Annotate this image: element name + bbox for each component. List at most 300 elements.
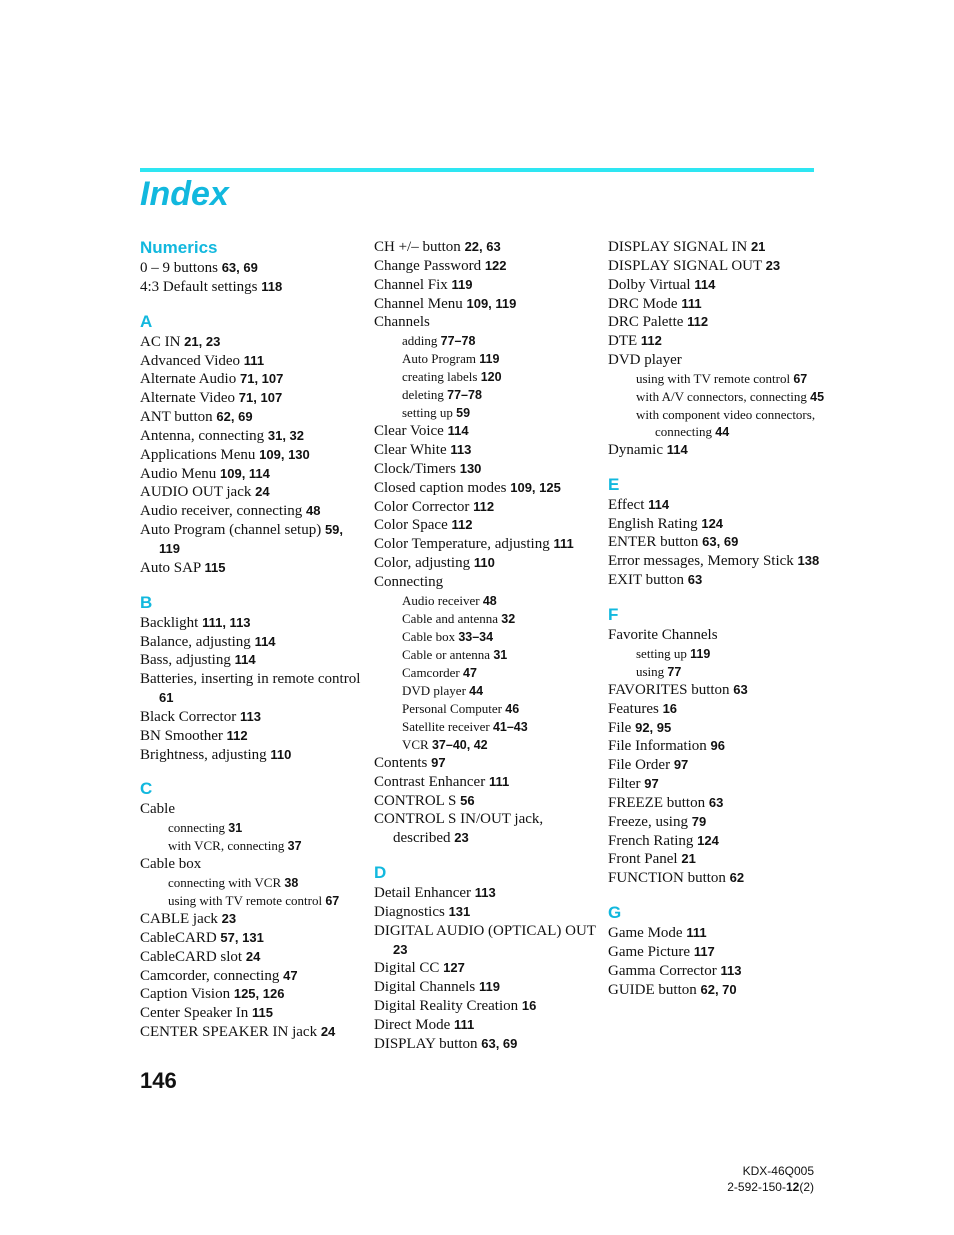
entry-page-refs: 111 <box>243 352 265 368</box>
section-heading: B <box>140 592 153 612</box>
index-entry <box>608 794 833 813</box>
entry-term: Black Corrector <box>140 708 240 725</box>
index-entry <box>140 670 365 708</box>
entry-term: CABLE jack <box>140 911 222 928</box>
index-entry <box>608 257 833 276</box>
entry-term: with VCR, connecting <box>168 838 288 854</box>
entry-page-refs: 110 <box>270 746 292 762</box>
entry-term: Clear White <box>374 442 451 459</box>
index-subentry <box>608 406 833 441</box>
index-subentry <box>374 350 599 368</box>
index-column-3 <box>608 238 833 999</box>
entry-term: Color Corrector <box>374 498 474 515</box>
index-subentry <box>374 592 599 610</box>
entry-term: Backlight <box>140 614 203 631</box>
entry-page-refs: 114 <box>234 652 256 668</box>
entry-term: DIGITAL AUDIO (OPTICAL) OUT <box>374 922 596 939</box>
entry-term: Balance, adjusting <box>140 633 255 650</box>
entry-page-refs: 112 <box>473 498 495 514</box>
entry-term: Center Speaker In <box>140 1005 253 1022</box>
entry-term: with component video connectors, connecting <box>636 406 816 439</box>
entry-page-refs: 44 <box>715 424 730 439</box>
entry-term: CableCARD <box>140 929 221 946</box>
entry-term: 4:3 Default settings <box>140 278 262 295</box>
index-entry <box>374 810 599 848</box>
entry-page-refs: 24 <box>255 484 270 500</box>
entry-term: BN Smoother <box>140 727 227 744</box>
entry-term: AC IN <box>140 333 185 350</box>
entry-page-refs: 112 <box>226 727 248 743</box>
index-entry <box>608 962 833 981</box>
entry-term: Alternate Video <box>140 390 239 407</box>
entry-term: CableCARD slot <box>140 948 246 965</box>
index-entry <box>374 295 599 314</box>
index-entry <box>374 498 599 517</box>
entry-term: FUNCTION button <box>608 870 730 887</box>
entry-page-refs: 31 <box>228 821 243 836</box>
entry-term: Filter <box>608 776 645 793</box>
entry-page-refs: 77–78 <box>440 334 476 349</box>
entry-term: 0 – 9 buttons <box>140 260 222 276</box>
entry-page-refs: 47 <box>463 665 477 680</box>
entry-page-refs: 46 <box>505 701 520 716</box>
entry-page-refs: 16 <box>662 700 678 716</box>
entry-page-refs: 112 <box>640 333 662 349</box>
entry-term: Game Mode <box>608 925 687 942</box>
entry-page-refs: 114 <box>254 633 276 649</box>
index-subentry <box>140 837 365 855</box>
entry-page-refs: 109, 125 <box>510 479 561 495</box>
index-entry <box>608 850 833 869</box>
index-entry <box>374 516 599 535</box>
footer-code-suffix: (2) <box>799 1180 814 1194</box>
index-entry <box>374 554 599 573</box>
entry-term: Diagnostics <box>374 903 449 920</box>
entry-term: Color, adjusting <box>374 555 474 572</box>
entry-page-refs: 24 <box>320 1024 336 1040</box>
index-subentry <box>608 388 833 406</box>
entry-term: DTE <box>608 333 641 350</box>
entry-term: deleting <box>402 387 448 403</box>
entry-term: Front Panel <box>608 851 682 868</box>
entry-term: Applications Menu <box>140 446 260 463</box>
entry-page-refs: 41–43 <box>492 719 528 734</box>
index-subentry <box>374 332 599 350</box>
entry-page-refs: 48 <box>482 593 497 608</box>
entry-term: Auto SAP <box>140 559 205 576</box>
entry-page-refs: 22, 63 <box>464 239 501 254</box>
entry-term: FREEZE button <box>608 794 709 811</box>
entry-page-refs: 63, 69 <box>221 260 258 275</box>
index-entry <box>374 903 599 922</box>
index-entry <box>140 483 365 502</box>
index-subentry <box>374 386 599 404</box>
index-entry <box>140 427 365 446</box>
index-entry <box>608 756 833 775</box>
entry-page-refs: 112 <box>451 517 473 533</box>
entry-term: CH +/– button <box>374 239 465 255</box>
index-entry <box>140 651 365 670</box>
entry-term: Direct Mode <box>374 1016 454 1033</box>
index-subentry <box>374 646 599 664</box>
index-entry <box>608 515 833 534</box>
entry-page-refs: 79 <box>691 813 707 829</box>
entry-page-refs: 114 <box>666 441 688 457</box>
index-entry <box>140 352 365 371</box>
index-subentry <box>608 663 833 681</box>
entry-term: Personal Computer <box>402 700 506 716</box>
index-subentry <box>608 645 833 663</box>
entry-page-refs: 111 <box>488 773 510 789</box>
entry-term: creating labels <box>402 369 481 385</box>
entry-page-refs: 119 <box>690 646 711 661</box>
entry-page-refs: 47 <box>283 967 298 983</box>
index-entry <box>140 727 365 746</box>
index-subentry <box>140 819 365 837</box>
entry-page-refs: 63 <box>708 794 724 810</box>
index-column-1 <box>140 238 365 1042</box>
index-entry <box>374 535 599 554</box>
entry-page-refs: 59, 119 <box>159 522 344 556</box>
index-entry <box>140 633 365 652</box>
entry-page-refs: 44 <box>469 683 484 698</box>
entry-page-refs: 109, 114 <box>220 465 270 481</box>
entry-page-refs: 38 <box>284 876 299 891</box>
entry-page-refs: 131 <box>448 903 471 919</box>
index-subentry <box>374 610 599 628</box>
index-entry <box>608 775 833 794</box>
entry-page-refs: 62, 70 <box>700 981 737 997</box>
entry-page-refs: 111 <box>681 295 702 311</box>
entry-term: French Rating <box>608 832 698 849</box>
entry-page-refs: 21, 23 <box>184 333 221 349</box>
entry-page-refs: 110 <box>473 555 495 571</box>
entry-term: Features <box>608 700 663 717</box>
entry-term: Audio receiver <box>402 592 483 608</box>
entry-term: Advanced Video <box>140 352 244 369</box>
entry-term: EXIT button <box>608 572 688 589</box>
index-entry <box>608 533 833 552</box>
index-entry <box>140 800 365 819</box>
index-entry <box>140 521 365 559</box>
index-entry <box>608 700 833 719</box>
index-entry <box>140 370 365 389</box>
index-entry <box>374 479 599 498</box>
entry-page-refs: 111, 113 <box>202 614 251 630</box>
index-entry <box>140 967 365 986</box>
entry-page-refs: 92, 95 <box>635 719 672 735</box>
entry-page-refs: 117 <box>693 943 715 959</box>
section-heading: A <box>140 311 153 331</box>
entry-page-refs: 71, 107 <box>239 371 284 387</box>
entry-term: DISPLAY button <box>374 1035 482 1052</box>
entry-term: Cable box <box>140 856 202 873</box>
index-entry <box>140 855 365 874</box>
index-entry <box>608 552 833 571</box>
index-entry <box>140 929 365 948</box>
index-entry <box>608 441 833 460</box>
entry-page-refs: 45 <box>810 389 825 404</box>
entry-term: connecting with VCR <box>168 875 285 891</box>
index-entry <box>608 943 833 962</box>
index-entry <box>608 238 833 257</box>
index-entry <box>140 259 365 278</box>
entry-term: DRC Mode <box>608 295 682 312</box>
entry-page-refs: 31, 32 <box>267 427 305 443</box>
index-entry <box>140 708 365 727</box>
entry-term: Error messages, Memory Stick <box>608 553 798 570</box>
entry-page-refs: 23 <box>765 257 781 273</box>
entry-term: Channel Fix <box>374 276 452 293</box>
entry-term: Digital Reality Creation <box>374 998 522 1015</box>
entry-term: using with TV remote control <box>636 370 794 386</box>
page-title: Index <box>140 175 229 213</box>
entry-page-refs: 63, 69 <box>481 1035 518 1051</box>
index-entry <box>140 502 365 521</box>
index-subentry <box>374 368 599 386</box>
entry-page-refs: 113 <box>720 962 742 978</box>
index-entry <box>140 333 365 352</box>
entry-term: Clear Voice <box>374 423 448 440</box>
entry-term: Channel Menu <box>374 295 467 312</box>
entry-page-refs: 16 <box>521 998 537 1014</box>
index-entry <box>140 389 365 408</box>
entry-term: Connecting <box>374 573 444 590</box>
index-subentry <box>374 404 599 422</box>
footer-code <box>727 1179 814 1195</box>
entry-page-refs: 97 <box>644 776 659 792</box>
entry-term: Dolby Virtual <box>608 276 695 293</box>
entry-page-refs: 138 <box>797 553 820 569</box>
index-entry <box>374 573 599 592</box>
index-subentry <box>374 628 599 646</box>
entry-term: CONTROL S <box>374 792 461 809</box>
index-entry <box>374 884 599 903</box>
entry-page-refs: 77–78 <box>447 388 482 403</box>
section-heading: F <box>608 604 619 624</box>
index-entry <box>140 446 365 465</box>
entry-term: Gamma Corrector <box>608 962 721 979</box>
entry-page-refs: 125, 126 <box>233 986 285 1002</box>
entry-page-refs: 63 <box>733 681 748 697</box>
entry-page-refs: 127 <box>443 960 465 976</box>
entry-term: Camcorder <box>402 664 464 680</box>
entry-page-refs: 63, 69 <box>702 534 739 550</box>
section-heading: Numerics <box>140 238 218 257</box>
entry-term: Channels <box>374 314 430 331</box>
index-entry <box>374 1016 599 1035</box>
entry-term: File Information <box>608 738 711 755</box>
entry-page-refs: 120 <box>480 370 502 385</box>
entry-term: Satellite receiver <box>402 718 493 734</box>
entry-page-refs: 24 <box>245 948 261 964</box>
entry-term: Antenna, connecting <box>140 427 268 444</box>
index-entry <box>140 614 365 633</box>
entry-page-refs: 63 <box>687 572 703 588</box>
entry-page-refs: 77 <box>667 664 682 679</box>
index-entry <box>608 869 833 888</box>
entry-term: File <box>608 719 636 736</box>
index-entry <box>374 959 599 978</box>
entry-term: English Rating <box>608 515 702 532</box>
index-entry <box>374 441 599 460</box>
index-entry <box>608 737 833 756</box>
entry-page-refs: 96 <box>710 738 725 754</box>
entry-page-refs: 57, 131 <box>220 929 264 945</box>
footer-model: KDX-46Q005 <box>742 1164 814 1178</box>
index-entry <box>140 408 365 427</box>
footer-code-bold: 12 <box>785 1180 800 1194</box>
index-entry <box>608 276 833 295</box>
index-subentry <box>140 874 365 892</box>
index-entry <box>374 922 599 960</box>
index-entry <box>374 276 599 295</box>
index-entry <box>374 773 599 792</box>
entry-term: adding <box>402 333 441 349</box>
entry-page-refs: 21 <box>750 239 766 254</box>
title-rule <box>140 168 814 172</box>
index-subentry <box>374 664 599 682</box>
entry-term: Audio receiver, connecting <box>140 503 306 520</box>
index-subentry <box>608 370 833 388</box>
entry-page-refs: 59 <box>456 406 471 421</box>
entry-term: using with TV remote control <box>168 893 326 909</box>
entry-term: Cable <box>140 801 175 818</box>
entry-page-refs: 130 <box>459 460 482 476</box>
entry-term: Cable box <box>402 628 459 644</box>
entry-page-refs: 56 <box>460 792 475 808</box>
entry-page-refs: 31 <box>493 647 508 662</box>
index-entry <box>140 559 365 578</box>
index-subentry <box>140 892 365 910</box>
entry-term: Cable and antenna <box>402 610 502 626</box>
entry-page-refs: 23 <box>393 941 408 957</box>
index-column-2 <box>374 238 599 1054</box>
entry-term: Brightness, adjusting <box>140 746 271 763</box>
entry-term: DRC Palette <box>608 314 688 331</box>
index-entry <box>608 313 833 332</box>
entry-page-refs: 48 <box>306 503 321 519</box>
index-entry <box>608 626 833 645</box>
entry-page-refs: 61 <box>159 690 174 706</box>
entry-page-refs: 111 <box>686 925 707 941</box>
entry-page-refs: 112 <box>687 314 709 330</box>
entry-page-refs: 118 <box>261 278 283 294</box>
index-entry <box>374 978 599 997</box>
entry-page-refs: 33–34 <box>458 629 494 644</box>
entry-term: Cable or antenna <box>402 646 494 662</box>
index-entry <box>140 746 365 765</box>
entry-page-refs: 114 <box>694 276 716 292</box>
index-subentry <box>374 736 599 754</box>
entry-page-refs: 109, 119 <box>466 295 517 311</box>
index-entry <box>374 257 599 276</box>
entry-page-refs: 67 <box>793 371 808 386</box>
page-number: 146 <box>140 1068 177 1093</box>
index-entry <box>140 985 365 1004</box>
entry-page-refs: 119 <box>479 979 500 995</box>
entry-term: Game Picture <box>608 943 694 960</box>
entry-term: Color Temperature, adjusting <box>374 536 554 553</box>
entry-page-refs: 113 <box>239 708 261 724</box>
entry-term: Effect <box>608 496 649 513</box>
entry-term: CENTER SPEAKER IN jack <box>140 1024 321 1041</box>
entry-term: Alternate Audio <box>140 371 240 388</box>
entry-page-refs: 32 <box>501 611 516 626</box>
entry-page-refs: 97 <box>431 754 446 770</box>
index-subentry <box>374 718 599 736</box>
section-heading: D <box>374 863 387 883</box>
entry-page-refs: 111 <box>453 1016 475 1032</box>
index-entry <box>608 681 833 700</box>
entry-page-refs: 62 <box>729 870 745 886</box>
index-entry <box>608 496 833 515</box>
entry-term: Bass, adjusting <box>140 652 235 669</box>
index-entry <box>140 1023 365 1042</box>
index-entry <box>374 422 599 441</box>
index-entry <box>374 313 599 332</box>
entry-term: File Order <box>608 757 674 774</box>
entry-page-refs: 71, 107 <box>238 390 283 406</box>
entry-page-refs: 119 <box>479 352 500 367</box>
entry-page-refs: 62, 69 <box>216 409 253 425</box>
entry-page-refs: 122 <box>484 257 507 273</box>
entry-term: Clock/Timers <box>374 460 460 477</box>
entry-term: CONTROL S IN/OUT jack, described <box>374 811 544 847</box>
entry-term: ENTER button <box>608 534 703 551</box>
index-entry <box>140 465 365 484</box>
entry-term: using <box>636 663 668 679</box>
index-entry <box>608 924 833 943</box>
entry-page-refs: 97 <box>673 757 689 773</box>
index-entry <box>140 1004 365 1023</box>
entry-page-refs: 119 <box>451 276 473 292</box>
index-entry <box>608 571 833 590</box>
index-entry <box>608 719 833 738</box>
entry-term: Detail Enhancer <box>374 885 475 902</box>
entry-page-refs: 109, 130 <box>259 446 310 462</box>
entry-page-refs: 23 <box>454 830 469 846</box>
entry-term: DVD player <box>402 682 470 698</box>
entry-term: VCR <box>402 736 432 752</box>
index-entry <box>608 295 833 314</box>
entry-term: ANT button <box>140 409 217 426</box>
index-entry <box>140 910 365 929</box>
index-entry <box>374 792 599 811</box>
entry-term: Contrast Enhancer <box>374 773 489 790</box>
entry-term: DVD player <box>608 352 682 369</box>
entry-term: FAVORITES button <box>608 681 734 698</box>
entry-term: connecting <box>168 820 229 836</box>
section-heading: E <box>608 474 620 494</box>
entry-term: Digital Channels <box>374 979 479 996</box>
entry-term: Dynamic <box>608 441 667 458</box>
index-entry <box>608 351 833 370</box>
index-entry <box>608 332 833 351</box>
entry-term: setting up <box>636 645 691 661</box>
entry-term: GUIDE button <box>608 981 701 998</box>
entry-page-refs: 115 <box>252 1005 274 1021</box>
entry-page-refs: 113 <box>450 442 472 458</box>
index-entry <box>374 1035 599 1054</box>
index-entry <box>374 238 599 257</box>
entry-term: Auto Program (channel setup) <box>140 522 325 539</box>
entry-term: with A/V connectors, connecting <box>636 388 811 404</box>
entry-term: Contents <box>374 754 432 771</box>
entry-term: Freeze, using <box>608 813 692 830</box>
index-entry <box>608 813 833 832</box>
entry-page-refs: 37–40, 42 <box>431 737 488 752</box>
